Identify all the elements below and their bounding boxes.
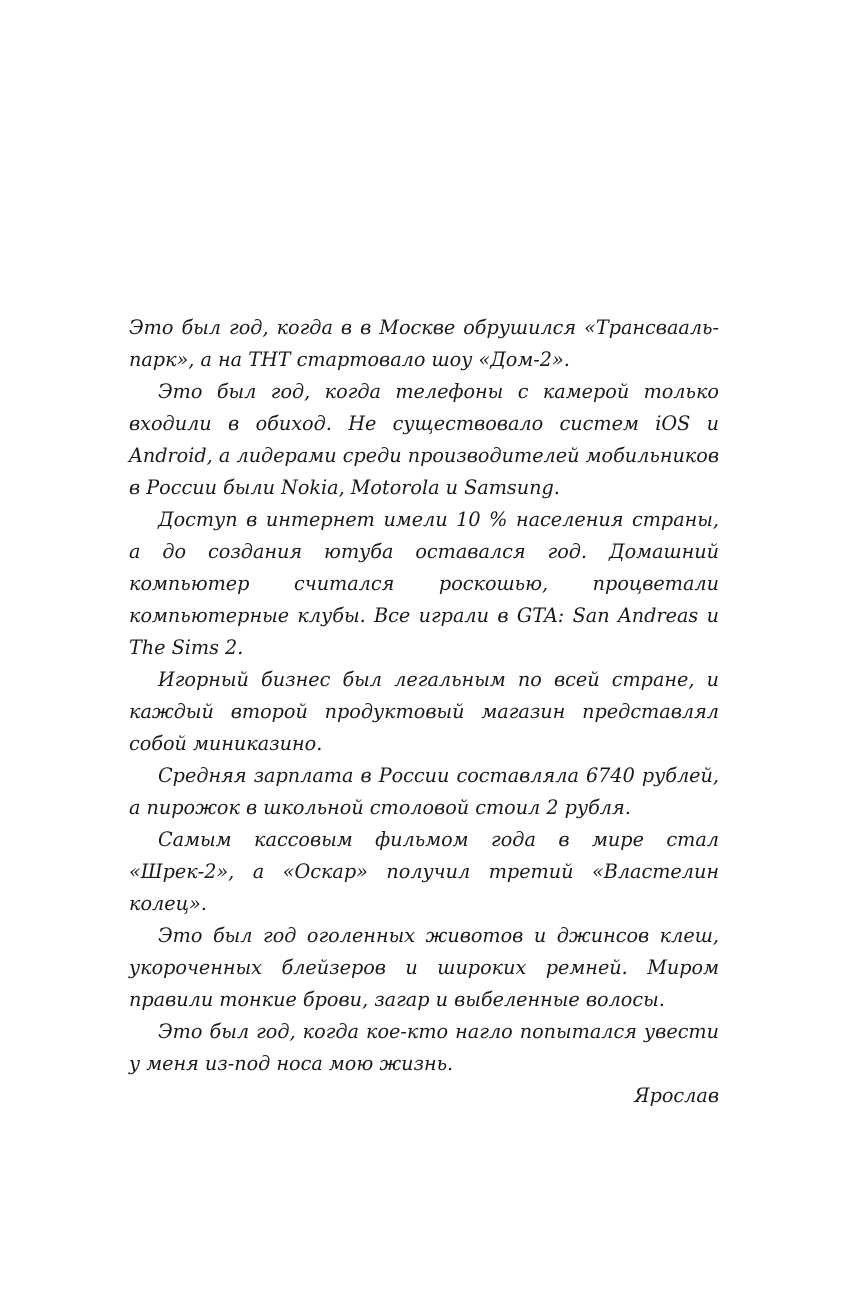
paragraph-1: Это был год, когда в в Москве обрушился «Трансвааль-парк», а на ТНТ стартовало шоу «Дом-2». <box>129 316 719 371</box>
paragraph-4: Игорный бизнес был легальным по всей стране, и каждый второй продуктовый магазин представлял собой миниказино. <box>129 668 719 755</box>
paragraph-3: Доступ в интернет имели 10 % населения страны, а до создания ютуба оставался год. Домашний компьютер считался роскошью, процветали компьютерные клубы. Все играли в GTA: San Andreas и The Sims 2. <box>129 508 719 659</box>
signature: Ярослав <box>634 1084 719 1107</box>
paragraph-2: Это был год, когда телефоны с камерой только входили в обиход. Не существовало систем iOS и Android, а лидерами среди производителей мобильников в России были Nokia, Motorola и Samsung. <box>129 380 719 499</box>
page-text <box>129 312 719 1112</box>
paragraph-7: Это был год оголенных животов и джинсов клеш, укороченных блейзеров и широких ремней. Миром правили тонкие брови, загар и выбеленные волосы. <box>129 924 719 1011</box>
paragraph-5: Средняя зарплата в России составляла 6740 рублей, а пирожок в школьной столовой стоил 2 рубля. <box>129 764 719 819</box>
paragraph-6: Самым кассовым фильмом года в мире стал «Шрек-2», а «Оскар» получил третий «Властелин колец». <box>129 828 719 915</box>
paragraph-8: Это был год, когда кое-кто нагло попытался увести у меня из-под носа мою жизнь. <box>129 1020 719 1075</box>
